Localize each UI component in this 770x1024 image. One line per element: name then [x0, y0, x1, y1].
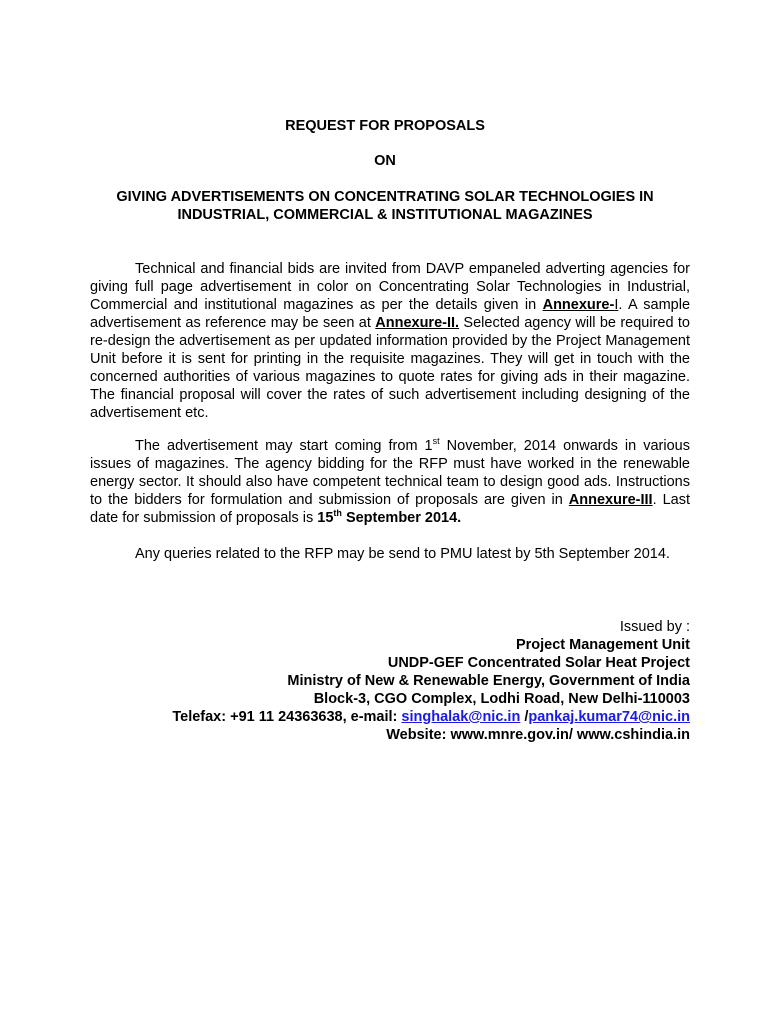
paragraph-queries: Any queries related to the RFP may be send to PMU latest by 5th September 2014.	[135, 546, 670, 562]
issuer-project: UNDP-GEF Concentrated Solar Heat Project	[387, 655, 690, 671]
website-line: Website: www.mnre.gov.in/ www.cshindia.in	[386, 727, 690, 743]
paragraph-schedule	[90, 437, 690, 527]
para2-text-a: The advertisement may start coming from 1	[135, 438, 433, 454]
signature-block	[90, 618, 690, 744]
issuer-address: Block-3, CGO Complex, Lodhi Road, New Delhi-110003	[313, 691, 690, 707]
paragraph-invitation	[90, 260, 690, 422]
email-separator: /	[520, 709, 529, 725]
deadline-month-year: September 2014.	[341, 510, 462, 526]
deadline-day: 15	[317, 510, 334, 526]
document-title: REQUEST FOR PROPOSALS	[285, 118, 485, 134]
annexure-3-label: Annexure-III	[568, 492, 653, 508]
issued-by-label: Issued by :	[619, 619, 690, 635]
contact-line	[90, 708, 690, 726]
telefax-text: Telefax: +91 11 24363638, e-mail:	[172, 709, 402, 725]
para2-text-c: . Last date for submission of proposals is	[90, 492, 691, 526]
document-title-on: ON	[374, 153, 396, 169]
document-subject	[80, 188, 690, 224]
issuer-ministry: Ministry of New & Renewable Energy, Government of India	[287, 673, 690, 689]
para2-text-b: November, 2014 onwards in various issues of magazines. The agency bidding for the RFP must have worked in the renewable energy sector. It should also have competent technical team to design good ads. Instructions to the bidders for formulation and submission of proposals are given in	[90, 438, 690, 508]
para1-text-a: Technical and financial bids are invited from DAVP empaneled adverting agencies for giving full page advertisement in color on Concentrating Solar Technologies in Industrial, Commercial and institutional magazines as per the details given in	[90, 261, 690, 313]
superscript-st: st	[432, 436, 440, 447]
para1-text-b: . A sample advertisement as reference may be seen at	[90, 297, 691, 331]
para1-text-c: Selected agency will be required to re-design the advertisement as per updated information provided by the Project Management Unit before it is sent for printing in the requisite magazines. They will get in touch with the concerned authorities of various magazines to quote rates for giving ads in their magazine. The financial proposal will cover the rates of such advertisement including designing of the advertisement etc.	[90, 315, 690, 421]
email-link-singhalak[interactable]: singhalak@nic.in	[401, 709, 521, 725]
annexure-2-label: Annexure-II.	[375, 315, 460, 331]
email-link-pankaj[interactable]: pankaj.kumar74@nic.in	[528, 709, 690, 725]
issuer-unit: Project Management Unit	[515, 637, 690, 653]
annexure-1-label: Annexure-	[542, 297, 615, 313]
superscript-th: th	[333, 508, 342, 519]
annexure-1-number: I	[614, 297, 619, 313]
subject-line-2: INDUSTRIAL, COMMERCIAL & INSTITUTIONAL MAGAZINES	[177, 207, 593, 223]
subject-line-1: GIVING ADVERTISEMENTS ON CONCENTRATING SOLAR TECHNOLOGIES IN	[116, 189, 654, 205]
